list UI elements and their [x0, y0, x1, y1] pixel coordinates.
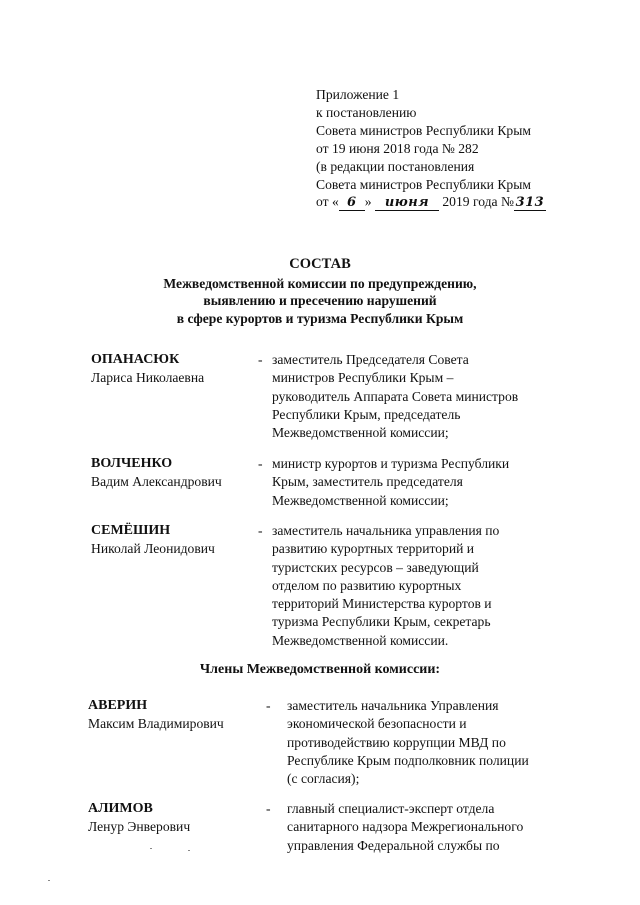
- person-name-block: [88, 697, 224, 733]
- document-subtitle: [0, 275, 640, 327]
- entry-dash: -: [258, 352, 263, 367]
- entry-dash: -: [258, 523, 263, 538]
- person-given-name: Вадим Александрович: [91, 473, 222, 489]
- description-line: экономической безопасности и: [287, 716, 467, 732]
- appendix-line-6: Совета министров Республики Крым: [316, 176, 531, 192]
- appendix-line-4: от 19 июня 2018 года № 282: [316, 140, 479, 156]
- date-mid: »: [364, 194, 372, 210]
- description-line: отделом по развитию курортных: [272, 577, 462, 593]
- handwritten-number: 313: [515, 195, 545, 211]
- description-line: заместитель Председателя Совета: [272, 352, 469, 367]
- description-line: территорий Министерства курортов и: [272, 596, 492, 612]
- person-name-block: [91, 455, 222, 491]
- person-surname: СЕМЁШИН: [91, 523, 171, 538]
- description-line: главный специалист-эксперт отдела: [287, 801, 495, 816]
- person-given-name: Максим Владимирович: [88, 715, 224, 731]
- description-line: развитию курортных территорий и: [272, 541, 475, 557]
- person-description: [272, 455, 509, 510]
- person-name-block: [88, 800, 190, 836]
- appendix-line-3: Совета министров Республики Крым: [316, 122, 531, 138]
- document-title: СОСТАВ: [289, 256, 351, 272]
- description-line: Межведомственной комиссии;: [272, 492, 449, 508]
- date-year: 2019 года №: [442, 194, 514, 210]
- scan-speck: [188, 850, 190, 851]
- members-heading: Члены Межведомственной комиссии:: [199, 662, 441, 677]
- description-line: санитарного надзора Межрегионального: [287, 819, 524, 835]
- appendix-line-2: к постановлению: [316, 104, 417, 120]
- description-line: Крым, заместитель председателя: [272, 474, 463, 490]
- subtitle-line-3: в сфере курортов и туризма Республики Крым: [176, 310, 464, 326]
- entry-dash: -: [266, 801, 271, 816]
- description-line: Республики Крым, председатель: [272, 406, 461, 422]
- description-line: Межведомственной комиссии;: [272, 425, 449, 441]
- person-given-name: Лариса Николаевна: [91, 369, 205, 385]
- description-line: туризма Республики Крым, секретарь: [272, 614, 491, 630]
- appendix-date-line: [316, 193, 546, 211]
- appendix-header: [316, 86, 546, 211]
- entry-dash: -: [258, 456, 263, 471]
- person-surname: АВЕРИН: [88, 698, 148, 713]
- person-name-block: [91, 351, 204, 387]
- description-line: министр курортов и туризма Республики: [272, 456, 510, 471]
- person-surname: ОПАНАСЮК: [91, 352, 180, 367]
- person-description: [272, 351, 518, 442]
- person-surname: АЛИМОВ: [88, 801, 153, 816]
- person-given-name: Николай Леонидович: [91, 540, 215, 556]
- description-line: противодействию коррупции МВД по: [287, 734, 506, 750]
- person-description: [272, 522, 499, 650]
- description-line: министров Республики Крым –: [272, 370, 454, 386]
- person-surname: ВОЛЧЕНКО: [91, 456, 173, 471]
- date-prefix: от «: [316, 194, 339, 210]
- description-line: заместитель начальника управления по: [272, 523, 500, 538]
- description-line: заместитель начальника Управления: [287, 698, 499, 713]
- appendix-line-5: (в редакции постановления: [316, 158, 475, 174]
- handwritten-day: 6: [339, 196, 365, 211]
- description-line: Республике Крым подполковник полиции: [287, 752, 529, 768]
- description-line: управления Федеральной службы по: [287, 837, 500, 853]
- person-given-name: Ленур Энверович: [88, 818, 191, 834]
- description-line: руководитель Аппарата Совета министров: [272, 388, 519, 404]
- scan-speck: [150, 848, 152, 849]
- description-line: (с согласия);: [287, 771, 360, 787]
- entry-dash: -: [266, 698, 271, 713]
- subtitle-line-2: выявлению и пресечению нарушений: [203, 293, 437, 309]
- handwritten-month: июня: [375, 196, 439, 211]
- person-name-block: [91, 522, 215, 558]
- description-line: Межведомственной комиссии.: [272, 632, 449, 648]
- scan-speck: [48, 880, 50, 881]
- person-description: [287, 697, 529, 788]
- appendix-line-1: Приложение 1: [316, 87, 400, 102]
- subtitle-line-1: Межведомственной комиссии по предупреждению,: [163, 276, 477, 291]
- person-description: [287, 800, 523, 855]
- description-line: туристских ресурсов – заведующий: [272, 559, 479, 575]
